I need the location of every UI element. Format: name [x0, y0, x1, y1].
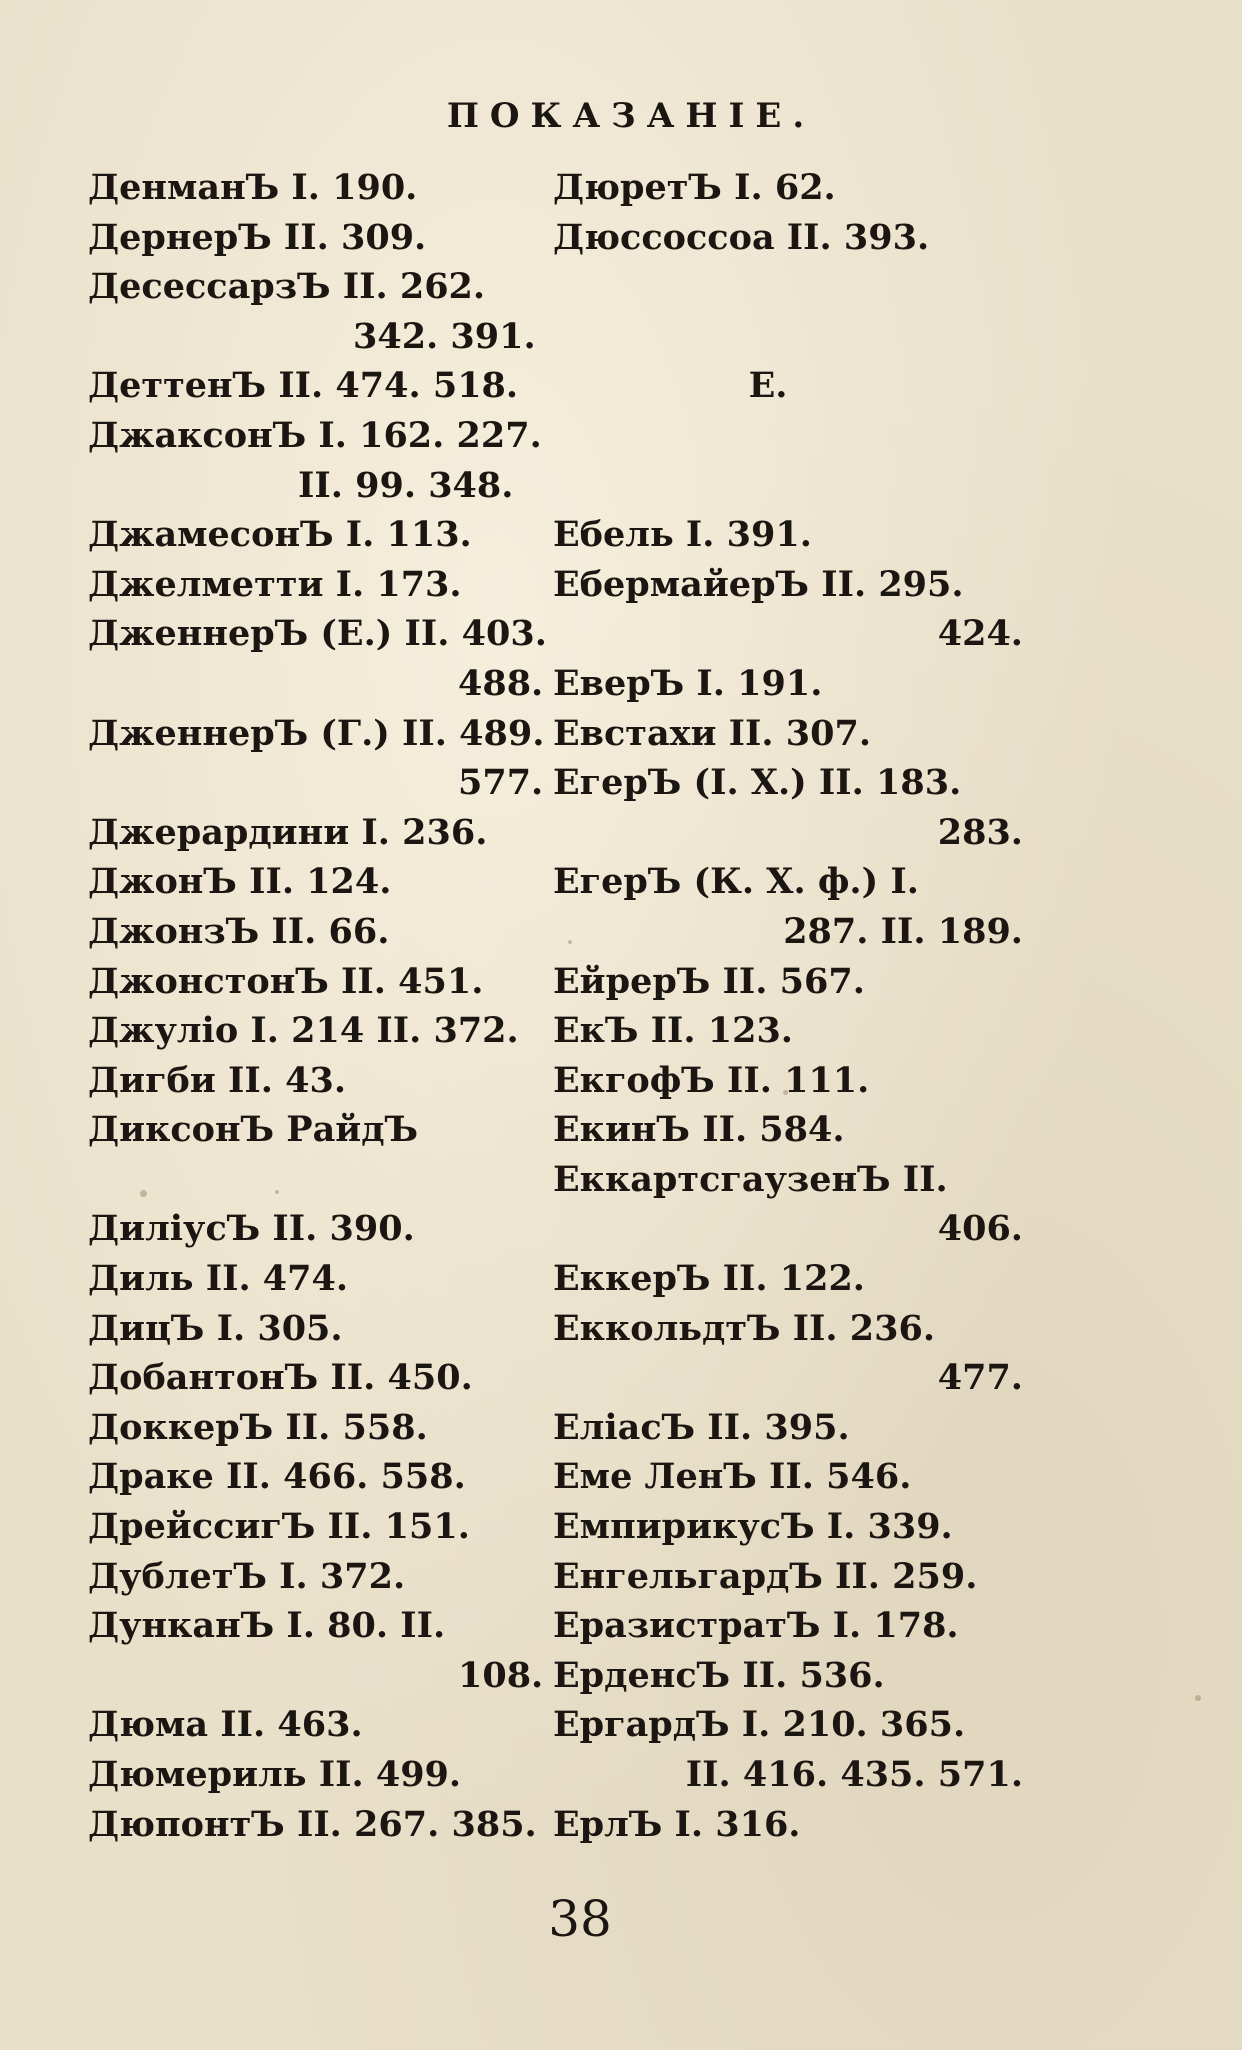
left-index-entry: ДунканЪ I. 80. II. — [88, 1605, 446, 1647]
left-index-entry: Дигби II. 43. — [88, 1059, 347, 1101]
left-index-entry: Джелметти I. 173. — [88, 563, 462, 605]
right-index-entry: 424. — [937, 613, 1023, 655]
right-index-entry: ЕккольдтЪ II. 236. — [553, 1307, 936, 1349]
left-index-entry: ДжонстонЪ II. 451. — [88, 960, 484, 1002]
right-index-entry: 477. — [937, 1357, 1023, 1399]
left-index-entry: ДжамесонЪ I. 113. — [88, 514, 472, 556]
right-index-entry: ЕкЪ II. 123. — [553, 1010, 793, 1052]
left-index-entry: Драке II. 466. 558. — [88, 1456, 466, 1498]
left-index-entry: ДобантонЪ II. 450. — [88, 1357, 473, 1399]
left-index-entry: Дюмериль II. 499. — [88, 1754, 462, 1795]
right-index-entry: ЕразистратЪ I. 178. — [553, 1605, 959, 1647]
left-index-entry: ДублетЪ I. 372. — [88, 1555, 406, 1597]
left-index-entry: ДжаксонЪ I. 162. 227. — [88, 414, 542, 456]
right-index-entry — [553, 312, 1023, 362]
right-index-entry: Ебель I. 391. — [553, 514, 812, 556]
right-index-entry: ЕргардЪ I. 210. 365. — [553, 1704, 966, 1746]
left-index-entry: 342. 391. — [353, 315, 536, 357]
left-index-entry: Джулiо I. 214 II. 372. — [88, 1010, 519, 1052]
left-index-entry: ДжонЪ II. 124. — [88, 861, 392, 903]
right-index-entry: 283. — [937, 811, 1023, 853]
left-index-entry: Диль II. 474. — [88, 1258, 349, 1300]
right-index-entry: Дюссоссоа II. 393. — [553, 216, 930, 258]
right-index-entry: ЕгерЪ (К. X. ф.) I. — [553, 861, 919, 903]
right-index-entry: ЕрлЪ I. 316. — [553, 1803, 801, 1845]
right-index-entry: ЕнгельгардЪ II. 259. — [553, 1555, 978, 1597]
right-index-entry: Евстахи II. 307. — [553, 712, 872, 754]
right-index-entry: ЕмпирикусЪ I. 339. — [553, 1506, 953, 1548]
left-index-entry: 488. — [458, 662, 544, 704]
paper-speck — [275, 1190, 279, 1194]
left-index-entry: ДженнерЪ (Е.) II. 403. — [88, 613, 547, 655]
left-index-entry: ДженнерЪ (Г.) II. 489. — [88, 712, 545, 754]
right-index-entry: ЕлiасЪ II. 395. — [553, 1406, 850, 1448]
right-index-entry: ДюретЪ I. 62. — [553, 167, 836, 208]
right-index-entry: 406. — [937, 1208, 1023, 1250]
right-index-entry: ЕккерЪ II. 122. — [553, 1258, 865, 1300]
left-index-entry: ДрейссигЪ II. 151. — [88, 1506, 470, 1548]
left-index-entry: ДжонзЪ II. 66. — [88, 910, 390, 952]
left-index-entry: ДилiусЪ II. 390. — [88, 1208, 415, 1250]
left-index-entry: Дюма II. 463. — [88, 1704, 363, 1746]
right-index-entry: ЕккартсгаузенЪ II. — [553, 1158, 948, 1200]
left-index-entry: ДиксонЪ РайдЪ — [88, 1109, 419, 1151]
left-index-entry: ДесессарзЪ II. 262. — [88, 266, 486, 308]
page-header: ПОКАЗАНIЕ. — [446, 96, 816, 136]
left-index-entry: ДенманЪ I. 190. — [88, 167, 418, 208]
right-index-entry — [553, 262, 1023, 312]
right-index-entry: ЕгерЪ (I. X.) II. 183. — [553, 762, 962, 804]
right-index-entry: Еме ЛенЪ II. 546. — [553, 1456, 912, 1498]
left-index-entry: ДюпонтЪ II. 267. 385. — [88, 1803, 537, 1845]
right-index-entry: ЕкинЪ II. 584. — [553, 1109, 845, 1151]
paper-speck — [140, 1190, 147, 1197]
left-index-entry: Джерардини I. 236. — [88, 811, 488, 853]
left-index-entry: 577. — [458, 762, 544, 804]
right-index-entry: ЕкгофЪ II. 111. — [553, 1059, 870, 1101]
paper-speck — [783, 1090, 788, 1095]
right-index-entry: ЕбермайерЪ II. 295. — [553, 563, 964, 605]
left-index-entry: II. 99. 348. — [298, 464, 514, 506]
right-index-entry: ЕйрерЪ II. 567. — [553, 960, 865, 1002]
left-index-entry: ДернерЪ II. 309. — [88, 216, 427, 258]
left-index-entry: ДицЪ I. 305. — [88, 1307, 343, 1349]
paper-speck — [568, 940, 572, 944]
left-index-entry: 108. — [458, 1654, 544, 1696]
right-index-entry: Е. — [748, 365, 788, 407]
paper-speck — [1195, 1695, 1201, 1701]
left-index-entry — [88, 1155, 563, 1205]
index-column-left — [88, 163, 563, 1849]
right-index-entry: 287. II. 189. — [783, 910, 1023, 952]
left-index-entry: ДеттенЪ II. 474. 518. — [88, 365, 519, 407]
left-index-entry: ДоккерЪ II. 558. — [88, 1406, 428, 1448]
right-index-entry: II. 416. 435. 571. — [685, 1754, 1023, 1795]
right-index-entry: ЕверЪ I. 191. — [553, 662, 823, 704]
index-column-right — [553, 163, 1023, 1849]
right-index-entry: ЕрденсЪ II. 536. — [553, 1654, 885, 1696]
right-index-entry — [553, 461, 1023, 511]
right-index-entry — [553, 411, 1023, 461]
page-number: 38 — [548, 1890, 612, 1948]
